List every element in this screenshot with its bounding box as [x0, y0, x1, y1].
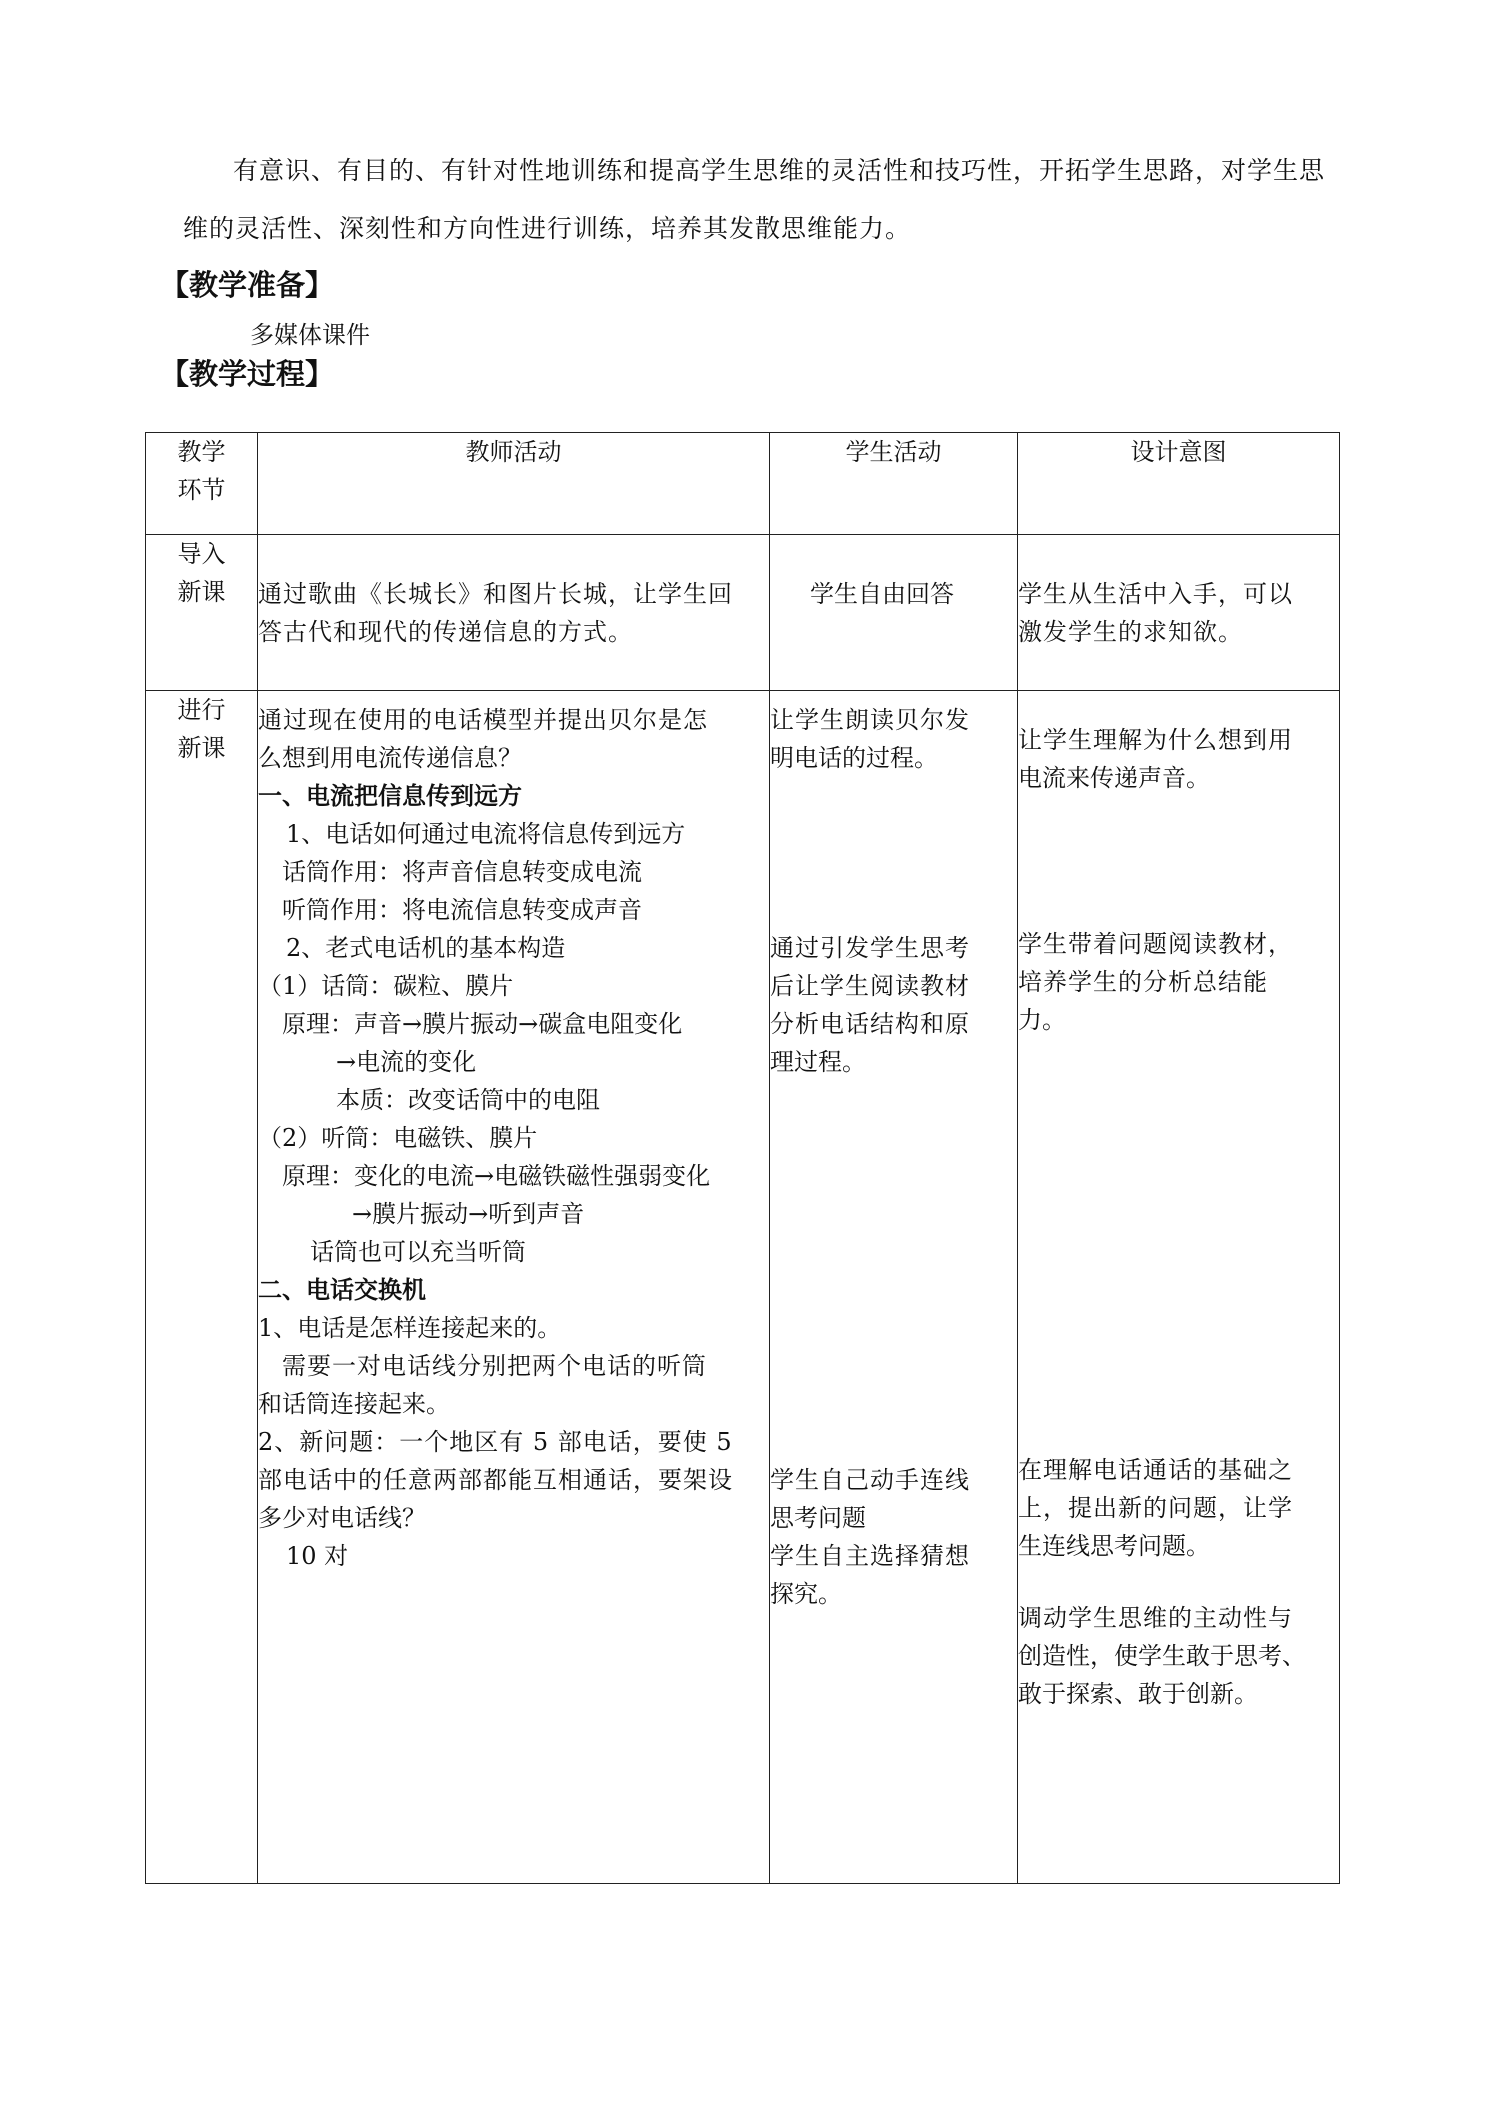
student-new-lesson: 让学生朗读贝尔发 明电话的过程。 通过引发学生思考 后让学生阅读教材 分析电话结构和原 理过程。 学生自己动手连线 思考问题 学生自主选择猜想 探究。	[770, 691, 1018, 1884]
header-design-intent: 设计意图	[1018, 433, 1340, 535]
intro-paragraph-line2: 维的灵活性、深刻性和方向性进行训练，培养其发散思维能力。	[183, 214, 912, 243]
stage-new-lesson: 进行 新课	[146, 691, 258, 1884]
table-row-intro	[146, 535, 1340, 691]
intent-new-lesson: 让学生理解为什么想到用 电流来传递声音。 学生带着问题阅读教材， 培养学生的分析总结能 力。 在理解电话通话的基础之 上，提出新的问题，让学 生连线思考问题。 调动学生思维的主动性与 创造性，使学生敢于思考、 敢于探索、敢于创新。	[1018, 691, 1340, 1884]
section-heading-1: 一、电流把信息传到远方	[258, 782, 522, 810]
intro-paragraph-line1: 有意识、有目的、有针对性地训练和提高学生思维的灵活性和技巧性，开拓学生思路，对学生思	[233, 156, 1326, 185]
header-teacher-activity: 教师活动	[258, 433, 770, 535]
teacher-new-lesson: 通过现在使用的电话模型并提出贝尔是怎 么想到用电流传递信息？ 一、电流把信息传到远方 1、电话如何通过电流将信息传到远方 话筒作用：将声音信息转变成电流 听筒作用：将电流信息转变成声音 2、老式电话机的基本构造 （1）话筒：碳粒、膜片 原理：声音→膜片振动→碳盒电阻变化 →电流的变化 本质：改变话筒中的电阻 （2）听筒：电磁铁、膜片 原理：变化的电流→电磁铁磁性强弱变化 →膜片振动→听到声音 话筒也可以充当听筒 二、电话交换机 1、电话是怎样连接起来的。 需要一对电话线分别把两个电话的听筒 和话筒连接起来。 2、新问题：一个地区有 5 部电话，要使 5 部电话中的任意两部都能互相通话，要架设 多少对电话线？ 10 对	[258, 691, 770, 1884]
stage-intro: 导入 新课	[146, 535, 258, 691]
student-intro: 学生自由回答	[770, 535, 1018, 691]
preparation-item: 多媒体课件	[250, 321, 370, 349]
lesson-table	[145, 432, 1340, 1884]
process-heading: 【教学过程】	[160, 357, 335, 391]
header-student-activity: 学生活动	[770, 433, 1018, 535]
preparation-heading: 【教学准备】	[160, 268, 335, 302]
header-stage: 教学 环节	[146, 433, 258, 535]
intent-intro: 学生从生活中入手，可以 激发学生的求知欲。	[1018, 535, 1340, 691]
section-heading-2: 二、电话交换机	[258, 1276, 426, 1304]
teacher-intro: 通过歌曲《长城长》和图片长城，让学生回 答古代和现代的传递信息的方式。	[258, 535, 770, 691]
table-header-row	[146, 433, 1340, 535]
table-row-new-lesson	[146, 691, 1340, 1884]
